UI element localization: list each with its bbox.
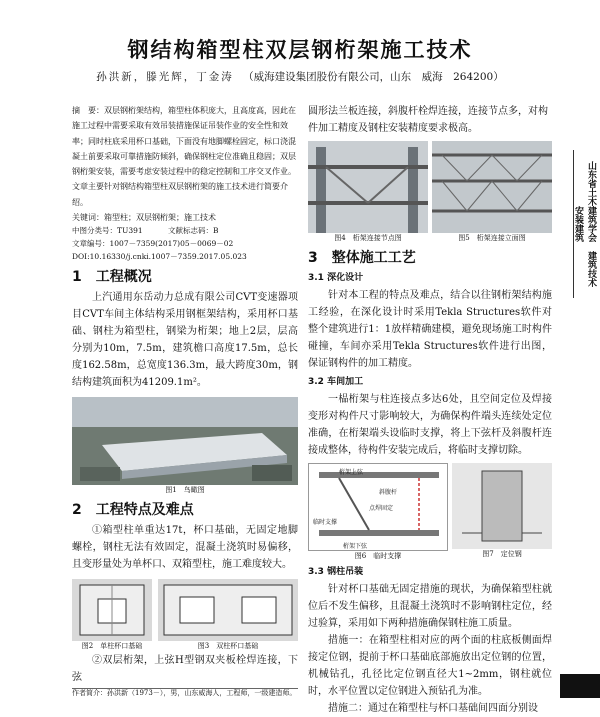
author-affiliation: （威海建设集团股份有限公司，山东 威海 264200） (243, 71, 504, 83)
document-code: 文献标志码：B (168, 226, 219, 236)
journal-side-tab: 山东省土木建筑学会 建筑技术 安装建筑 (573, 150, 600, 298)
positioning-steel-drawing (452, 463, 552, 549)
section-2-heading: 2 工程特点及难点 (72, 502, 194, 519)
figure-6-temporary-support (308, 463, 448, 551)
author-names: 孙洪新，滕光辉，丁金涛 (96, 71, 234, 83)
label-diagonal: 斜腹杆 (379, 489, 398, 496)
page-number-block (560, 674, 600, 698)
section-3-3-measure-2: 措施二：通过在箱型柱与杯口基础间四面分别设 (328, 703, 538, 714)
section-2-point-2: ②双层桁架，上弦H型钢双夹板栓焊连接，下弦 (72, 655, 298, 684)
figure-4-caption: 图4 桁架连接节点图 (334, 234, 402, 242)
section-3-2-text: 一榀桁架与柱连接点多达6处，且空间定位及焊接变形对构件尺寸影响较大，为确保构件端头连续处定位准确，在桁架端头设临时支撑，将上下弦杆及斜腹杆连接成整体，待构件安装完成后，将临时支撑切除。 (308, 394, 552, 456)
section-3-3-text: 针对杯口基础无固定措施的现状，为确保箱型柱就位后不发生偏移，且混凝土浇筑时不影响钢柱定位，经过验算，采用如下两种措施确保钢柱施工质量。 (308, 584, 552, 629)
section-1-heading: 1 工程概况 (72, 269, 152, 286)
truss-joint-image (308, 141, 428, 233)
label-spot-weld: 点焊固定 (369, 505, 394, 512)
section-3-3-heading: 3.3 钢柱吊装 (308, 567, 364, 577)
figure-1-aerial-photo (72, 397, 298, 485)
section-3-heading: 3 整体施工工艺 (308, 250, 416, 266)
doi: DOI:10.16330/j.cnki.1007－7359.2017.05.023 (72, 251, 247, 261)
author-line (0, 69, 600, 84)
author-note: 作者简介：孙洪新（1973－），男，山东威海人，工程师，一级建造师。 (72, 689, 297, 697)
article-number: 文章编号：1007－7359(2017)05－0069－02 (72, 239, 234, 249)
figure-2-caption: 图2 单柱杯口基础 (81, 642, 143, 651)
abstract: 摘 要：双层钢桁架结构，箱型柱体积庞大，且高度高，因此在施工过程中需要采取有效吊装措施保证吊装作业的安全性和效率；同时柱底采用杯口基础，下面没有地脚螺栓固定，标口浇混凝土前要采取可靠措施防倾斜，确保钢柱定位准确且稳固；双层钢桁架安装，需要考虑安装过程中的稳定控制和工序交叉作业。文章主要针对钢结构箱型柱双层钢桁架的施工技术进行简要介绍。 (72, 106, 296, 207)
truss-elevation-image (432, 141, 552, 233)
article-meta (72, 225, 298, 263)
figure-7-caption: 图7 定位钢 (482, 550, 522, 558)
figure-6-caption: 图6 临时支撑 (354, 552, 402, 560)
section-3-1-text: 针对本工程的特点及难点，结合以往钢桁架结构施工经验，在深化设计时采用Tekla Structures软件对整个建筑进行1：1放样精确建模，避免现场施工时构件碰撞，车间亦采用Tekla Structures软件进行出图，保证钢构件的加工精度。 (308, 290, 552, 369)
figure-7-positioning-steel (452, 463, 552, 549)
figure-2-single-cup-foundation (72, 579, 152, 641)
label-temp-support: 临时支撑 (313, 519, 338, 526)
paper-title: 钢结构箱型柱双层钢桁架施工技术 (127, 38, 473, 62)
section-2-point-1: ①箱型柱单重达17t，杯口基础，无固定地脚螺栓，钢柱无法有效固定，混凝土浇筑时易偏移，且变形量处为单杯口、双箱型柱，施工难度较大。 (72, 525, 298, 571)
clc-number: 中图分类号：TU391 (72, 226, 143, 236)
section-3-3-measure-1: 措施一：在箱型柱相对应的两个面的柱底板侧面焊接定位钢，提前于杯口基础底部施放出定位钢的位置，机械钻孔，孔径比定位钢直径大1~2mm，钢柱就位时，水平位置以定位钢进入预钻孔为准。 (308, 635, 552, 697)
figure-3-double-cup-foundation (158, 579, 298, 641)
aerial-photo-image (72, 397, 298, 485)
figure-4-truss-joint-photo (308, 141, 428, 233)
keywords: 关键词：箱型柱；双层钢桁架；施工技术 (72, 213, 216, 223)
label-bottom-chord: 桁架下弦 (343, 543, 368, 550)
single-cup-drawing (72, 579, 152, 641)
continuation-text: 圆形法兰板连接，斜腹杆栓焊连接，连接节点多，对构件加工精度及钢柱安装精度要求极高。 (308, 106, 548, 134)
double-cup-drawing (158, 579, 298, 641)
right-column (308, 103, 552, 717)
figure-1-caption: 图1 鸟瞰图 (165, 486, 205, 495)
figure-3-caption: 图3 双柱杯口基础 (197, 642, 259, 651)
section-1-text: 上汽通用东岳动力总成有限公司CVT变速器项目CVT车间主体结构采用钢框架结构，采用杯口基础、钢柱为箱型柱，钢梁为桁架；地上2层，层高分别为10m，7.5m，建筑檐口高度17.5m，总长度162.58m，总宽度136.3m，最大跨度30m，钢结构建筑面积为41209.1m²。 (72, 292, 298, 389)
figure-5-caption: 图5 桁架连接立面图 (458, 234, 526, 242)
section-3-2-heading: 3.2 车间加工 (308, 377, 364, 387)
label-top-chord: 桁架上弦 (339, 469, 364, 476)
section-3-1-heading: 3.1 深化设计 (308, 273, 364, 283)
figure-5-truss-elevation-photo (432, 141, 552, 233)
left-column (72, 103, 298, 686)
